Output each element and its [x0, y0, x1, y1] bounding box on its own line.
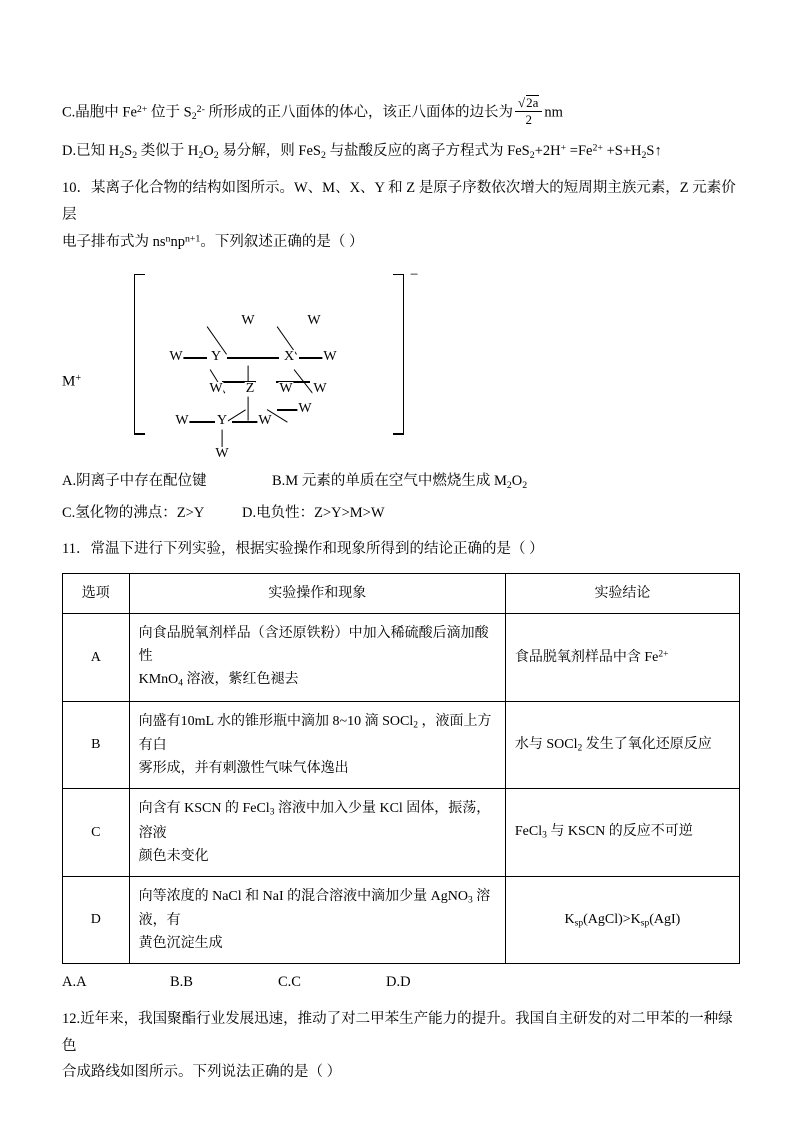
header-operation: 实验操作和现象: [129, 574, 505, 614]
atom-w: W: [279, 381, 293, 397]
atom-w: W: [175, 413, 189, 429]
question-10-line-1: [62, 175, 742, 229]
atom-w: W: [307, 313, 321, 329]
question-11-line: [62, 536, 742, 563]
atom-w: W: [323, 349, 337, 365]
question-11-number: 11．: [62, 541, 91, 558]
answer-a: A.A: [62, 974, 87, 991]
question-12-text-1: 近年来，我国聚酯行业发展迅速，推动了对二甲苯生产能力的提升。我国自主研发的对二甲苯的一种绿色: [62, 1010, 733, 1054]
table-row: [63, 614, 740, 702]
header-conclusion: 实验结论: [505, 574, 739, 614]
row-conclusion-a: 食品脱氧剂样品中含 $Fe^{2+}$: [505, 614, 739, 702]
atom-y: Y: [216, 413, 228, 429]
q10-option-d: D.电负性：Z>Y>M>W: [242, 505, 385, 522]
q11-answer-choices: [62, 974, 742, 991]
bond: [299, 357, 324, 358]
header-option: 选项: [63, 574, 130, 614]
q10-option-b: B.M 元素的单质在空气中燃烧生成 $M_2O_2$: [272, 473, 528, 492]
table-row: [63, 789, 740, 877]
q10-options-row-1: [62, 469, 742, 491]
sqrt2a-over-2-fraction: $\frac{√2a}{2}$: [515, 95, 542, 129]
question-11-stem: 常温下进行下列实验，根据实验操作和现象所得到的结论正确的是（ ）: [90, 541, 544, 558]
atom-w: W: [169, 349, 183, 365]
answer-d: D.D: [386, 974, 411, 991]
cation-m-label: M+: [62, 373, 82, 391]
atom-w: W: [298, 401, 312, 417]
question-10-text-1: 某离子化合物的结构如图所示。W、M、X、Y 和 Z 是原子序数依次增大的短周期主族元素，Z 元素价层: [62, 180, 736, 223]
atom-y: Y: [210, 349, 222, 365]
q10-options-row-2: [62, 501, 742, 522]
table-header-row: [63, 574, 740, 614]
row-operation-c: 向含有 KSCN 的 FeCl$_3$ 溶液中加入少量 KCl 固体，振荡，溶液 颜色未变化: [129, 789, 505, 877]
question-12-number: 12.: [62, 1010, 81, 1027]
atom-w: W: [215, 446, 229, 462]
answer-b: B.B: [170, 974, 193, 991]
question-10-line-2: 电子排布式为 $ns^nnp^{n+1}$。下列叙述正确的是（ ）: [62, 233, 364, 250]
atom-w: W: [313, 381, 327, 397]
option-c-line: C.晶胞中 $Fe^{2+}$ 位于 $S_2^{2-}$ 所形成的正八面体的体心，该正八面体的边长为 $\frac{√2a}{2}$ nm: [62, 95, 563, 128]
table-row: [63, 701, 740, 789]
bond: [247, 397, 248, 421]
document-content: [62, 95, 742, 1086]
option-c-label: C.: [62, 104, 76, 121]
row-operation-a: 向食品脱氧剂样品（含还原铁粉）中加入稀硫酸后滴加酸性 KMnO$_4$ 溶液，紫红色褪去: [129, 614, 505, 702]
q10-option-c: C.氢化物的沸点：Z>Y: [62, 505, 205, 522]
atom-w: W: [241, 313, 255, 329]
anion-charge-label: −: [410, 267, 419, 284]
bond: [232, 421, 259, 422]
q10-option-a: A.阴离子中存在配位键: [62, 473, 207, 490]
atom-z: Z: [245, 381, 255, 397]
row-operation-b: 向盛有10mL 水的锥形瓶中滴加 8~10 滴 SOCl$_2$ ，液面上方有白 雾形成，并有刺激性气味气体逸出: [129, 701, 505, 789]
option-d-line: D.已知 $H_2S_2$ 类似于 $H_2O_2$ 易分解，则 FeS$_2$ 与盐酸反应的离子方程式为 $FeS_2+2H^+ =Fe^{2+}$ $+S+H_2S↑$: [62, 142, 662, 161]
ionic-structure-diagram: [62, 267, 742, 462]
atom-w: W: [258, 413, 272, 429]
row-option-c: C: [63, 789, 130, 877]
bond: [188, 421, 215, 422]
row-conclusion-c: FeCl$_3$ 与 KSCN 的反应不可逆: [505, 789, 739, 877]
row-option-a: A: [63, 614, 130, 702]
question-10-number: 10．: [62, 180, 91, 197]
row-operation-d: 向等浓度的 NaCl 和 NaI 的混合溶液中滴加少量 AgNO$_3$ 溶液，有 黄色沉淀生成: [129, 876, 505, 964]
answer-c: C.C: [278, 974, 301, 991]
atom-w: W: [209, 381, 223, 397]
table-row: [63, 876, 740, 964]
row-conclusion-b: 水与 SOCl$_2$ 发生了氧化还原反应: [505, 701, 739, 789]
row-conclusion-d: $K_{sp}(AgCl)>K_{sp}(AgI)$: [505, 876, 739, 964]
bond: [227, 357, 279, 358]
row-option-d: D: [63, 876, 130, 964]
bond: [182, 357, 207, 358]
experiment-table: [62, 573, 740, 964]
question-12-line-2: 合成路线如图所示。下列说法正确的是（ ）: [62, 1064, 342, 1081]
row-option-b: B: [63, 701, 130, 789]
question-12-line-1: [62, 1006, 742, 1060]
atom-x: X: [283, 349, 295, 365]
